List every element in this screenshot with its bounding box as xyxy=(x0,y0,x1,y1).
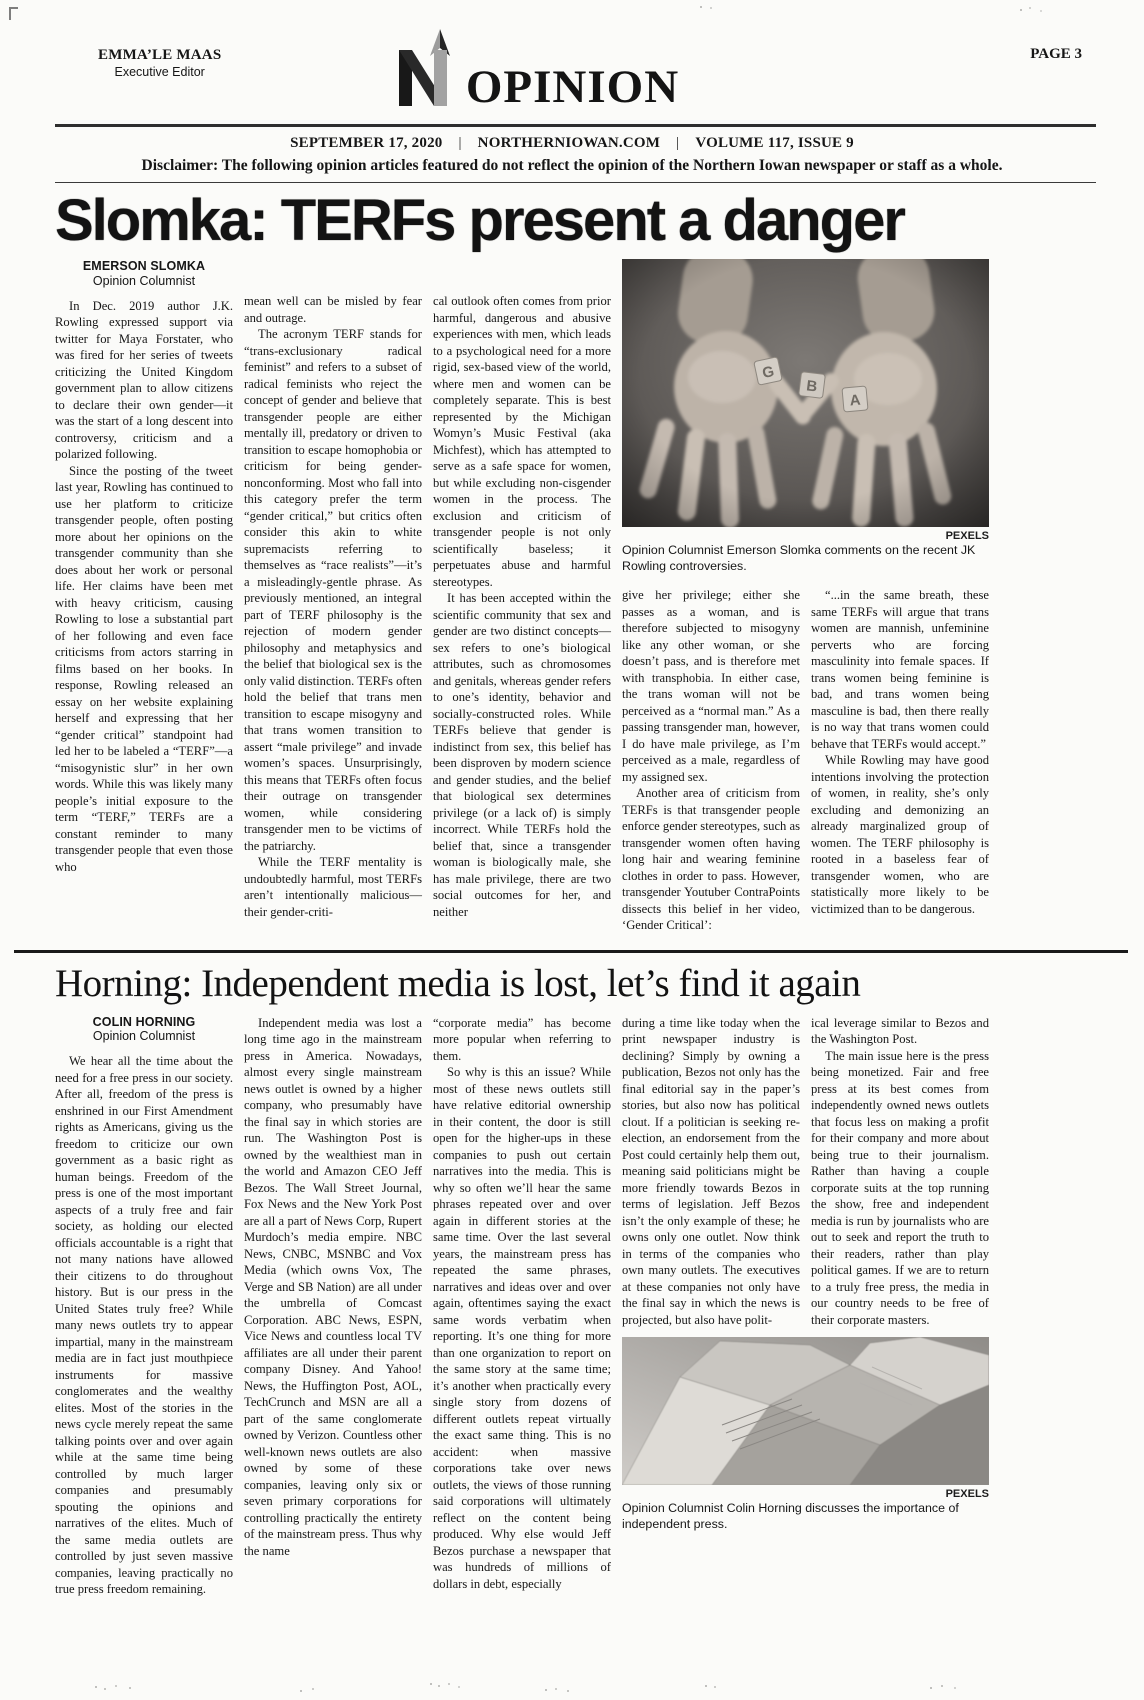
article-photo-figure xyxy=(622,1337,989,1532)
column-group xyxy=(622,1015,989,1329)
article-column xyxy=(244,1015,422,1593)
scan-speck xyxy=(430,1683,432,1685)
editor-title: Executive Editor xyxy=(114,65,205,80)
article-divider-rule xyxy=(14,950,1128,953)
paragraph: give her privilege; either she passes as a woman, and is therefore subjected to misogyny like any other woman, or she doesn’t pass, and is therefore met with transphobia. In either case, the trans woman will not be perceived as a “normal man.” As a passing transgender man, however, I do have male privilege, as I’m perceived as a male, regardless of my assigned sex. xyxy=(622,588,800,784)
article-photo-figure xyxy=(622,259,989,574)
masthead-rule xyxy=(55,124,1096,127)
masthead xyxy=(0,28,1074,113)
disclaimer-text: Disclaimer: The following opinion articles featured do not reflect the opinion of the Northern Iowan newspaper or staff as a whole. xyxy=(141,157,1003,174)
photo-caption: Opinion Columnist Colin Horning discusses the importance of independent press. xyxy=(622,1501,959,1531)
column-group xyxy=(622,587,989,934)
photo-caption: Opinion Columnist Emerson Slomka comments on the recent JK Rowling controversies. xyxy=(622,543,976,573)
hands-letters-photo xyxy=(622,259,989,527)
scan-speck xyxy=(300,1690,302,1692)
article-body xyxy=(55,1015,989,1598)
paragraph: While Rowling may have good intentions involving the protection of women, in reality, she’s only excluding and demonizing an already marginalized group of women. The TERF philosophy is rooted in a baseless fear of transgender women, who are statistically more likely to be victimized than to be dangerous. xyxy=(811,753,989,916)
paragraph: So why is this an issue? While most of these news outlets still have relative editorial ownership in their content, the door is still open for the higher-ups in these companies to push out certain narratives into the media. This is why so often we’ll hear the same phrases repeated over and over again in different stories at the same time. Over the last several years, the mainstream press has repeated the same phrases, narratives and ideas over and over again, oftentimes saying the exact same words verbatim when reporting. It’s one thing for more than one organization to report on the same story at the same time; it’s another when practically every single story from dozens of different outlets repeat virtually the exact same thing. This is no accident: when massive corporations take over news outlets, the views of those running said corporations will ultimately reflect on the content being produced. Why else would Jeff Bezos purchase a newspaper that was hundreds of millions of dollars in debt, especially xyxy=(433,1065,611,1591)
dateline-issue: VOLUME 117, ISSUE 9 xyxy=(695,135,854,151)
paragraph: ical leverage similar to Bezos and the Washington Post. xyxy=(811,1015,989,1047)
paragraph: “corporate media” has become more popular when referring to them. xyxy=(433,1015,611,1063)
northern-iowan-logo-icon xyxy=(395,28,459,113)
section-title: OPINION xyxy=(465,61,680,114)
paragraph: Independent media was lost a long time ago in the mainstream press in America. Nowadays, almost every single mainstream news outlet is owned by a higher company, who presumably have the final say in which stories are run. The Washington Post is owned by the wealthiest man in the world and Amazon CEO Jeff Bezos. The Wall Street Journal, Fox News and the New York Post are all a part of News Corp, Rupert Murdoch’s media empire. NBC News, CNBC, MSNBC and Vox Media (which owns Vox, The Verge and SB Nation) are all under the umbrella of Comcast Corporation. ABC News, ESPN, Vice News and countless local TV affiliates are all under their parent company Disney. And Yahoo! News, the Huffington Post, AOL, TechCrunch and MSN are all a part of the same conglomerate owned by Verizon. Countless other well-known news outlets are also owned by some of these companies, leaving only six or seven primary corporations for controlling practically the entirety of the mainstream press. Thus why the name xyxy=(244,1015,422,1558)
paragraph: “...in the same breath, these same TERFs will argue that trans women are mannish, unfeminine perverts who are forcing masculinity into female spaces. If trans women being feminine is bad, and trans women being masculine is bad, then there really is no way that trans women could behave that TERFs would accept.” xyxy=(811,588,989,751)
column-group xyxy=(244,259,611,920)
article-column xyxy=(55,259,233,875)
article-column xyxy=(55,1015,233,1598)
article-column xyxy=(811,1015,989,1329)
photo-credit: PEXELS xyxy=(945,530,989,543)
paragraph: Another area of criticism from TERFs is that transgender people enforce gender stereotypes, such as transgender women often having long hair and wearing feminine clothes in order to pass. However, transgender Youtuber ContraPoints dissects this belief in her video, ‘Gender Critical’: xyxy=(622,786,800,933)
scan-speck xyxy=(95,1686,97,1688)
paragraph: While the TERF mentality is undoubtedly harmful, most TERFs aren’t intentionally malicious—their gender-criti- xyxy=(244,855,422,919)
column-text xyxy=(55,1053,233,1598)
dateline-site: NORTHERNIOWAN.COM xyxy=(477,135,661,151)
article-headline: Slomka: TERFs present a danger xyxy=(55,188,904,253)
disclaimer-rule xyxy=(55,182,1096,183)
page-header xyxy=(0,0,1144,128)
article-headline: Horning: Independent media is lost, let’s find it again xyxy=(55,961,861,1005)
newspapers-photo xyxy=(622,1337,989,1485)
dateline-date: SEPTEMBER 17, 2020 xyxy=(290,135,443,151)
article-column xyxy=(244,259,422,920)
byline xyxy=(55,1015,233,1045)
article-slomka xyxy=(0,188,1144,934)
right-rail xyxy=(622,259,989,934)
photo-credit: PEXELS xyxy=(945,1488,989,1501)
byline-name: EMERSON SLOMKA xyxy=(82,259,206,274)
byline-name: COLIN HORNING xyxy=(92,1014,196,1029)
byline-title: Opinion Columnist xyxy=(92,273,196,288)
dateline-separator: | xyxy=(676,135,680,151)
paragraph: mean well can be misled by fear and outrage. xyxy=(244,294,422,325)
paragraph: during a time like today when the print newspaper industry is declining? Simply by owning a publication, Bezos not only has the final editorial say in the paper’s stories, but also now has political clout. If a politician is seeking re-election, an endorsement from the Post could certainly help them out, meaning said politicians might be more friendly towards Bezos in terms of legislation. Jeff Bezos isn’t the only example of these; he owns only one outlet. Now think in terms of the companies who own many outlets. The executives at these companies not only have the final say in which the news is projected, but also have polit- xyxy=(622,1015,800,1327)
scan-speck xyxy=(545,1689,547,1691)
byline-title: Opinion Columnist xyxy=(92,1029,196,1044)
article-column xyxy=(622,1015,800,1329)
page-number: PAGE 3 xyxy=(1030,46,1082,62)
byline xyxy=(55,259,233,289)
paragraph: We hear all the time about the need for a free press in our society. After all, freedom of the press is enshrined in our First Amendment rights as Americans, giving us the freedom to criticize our own government as a basic right as human beings. Freedom of the press is one of the most important aspects of a truly free and fair society, as holding our elected officials accountable is a right that not many nations have allowed their citizens to do throughout history. But is our press in the United States truly free? While many news outlets try to appear impartial, many in the mainstream media are in fact just mouthpiece instruments for massive conglomerates and the wealthy elites. Most of the stories in the news cycle merely repeat the same talking points over and over again while at the same time being controlled by much larger companies and presumably spouting the opinions and narratives of the elites. Much of the same media outlets are controlled by just seven massive companies, leaving practically no true press freedom remaining. xyxy=(55,1054,233,1597)
article-horning xyxy=(0,963,1144,1598)
column-text xyxy=(55,298,233,876)
paragraph: cal outlook often comes from prior harmful, dangerous and abusive experiences with men, which leads to a psychological need for a more rigid, sex-based view of the world, where men and women can be completely separate. This is best represented by the Michigan Womyn’s Music Festival (aka Michfest), which has attempted to serve as a safe space for women, but while excluding non-cisgender women in the process. The exclusion and criticism of transgender people is not only scientifically baseless; it perpetuates abuse and harmful stereotypes. xyxy=(433,294,611,589)
editor-name: EMMA’LE MAAS xyxy=(98,47,222,63)
article-column xyxy=(433,259,611,920)
dateline xyxy=(0,135,1144,152)
paragraph: The acronym TERF stands for “trans-exclusionary radical feminist” and refers to a subset of radical feminists who reject the concept of gender and believe that transgender people are either mentally ill, predatory or driven to transition to escape homophobia or criticism for being gender-nonconforming. Most who fall into this category prefer the term “gender critical,” but critics often consider this akin to white supremacists referring to themselves as “race realists”—it’s a misleadingly-gentle phrase. As previously mentioned, an integral part of TERF philosophy is the rejection of modern gender philosophy and metaphysics and the belief that biological sex is the only valid distinction. TERFs often hold the belief that trans men transition to escape misogyny and that trans women transition to assert “male privilege” and invade women’s spaces. Unsurprisingly, this means that TERFs often focus their outrage on transgender women, while considering transgender men to be victims of the patriarchy. xyxy=(244,327,422,853)
paragraph: It has been accepted within the scientific community that sex and gender are two distinct concepts—sex refers to one’s biological attributes, such as chromosomes and genitals, whereas gender refers to one’s identity, behavior and socially-constructed roles. While TERFs believe that gender is indistinct from sex, this belief has been disproven by modern science and gender studies, and the belief that biological sex determines privilege (or a lack of) is simply incorrect. While TERFs hold the belief that, since a transgender woman is biologically male, she has male privilege, there are two social outcomes for her, and neither xyxy=(433,591,611,919)
right-rail xyxy=(622,1015,989,1533)
paragraph: In Dec. 2019 author J.K. Rowling expressed support via twitter for Maya Forstater, who was fired for her series of tweets criticizing the United Kingdom government plan to allow citizens to declare their own gender—it was the start of a long descent into controversy, criticism and a polarized following. xyxy=(55,298,233,462)
article-column xyxy=(622,587,800,934)
paragraph: The main issue here is the press being monetized. Fair and free press at its best comes from independently owned news outlets that focus less on making a profit for their company and more about being true to their journalism. Rather than having a couple corporate suits at the top running the show, free and independent media is run by journalists who are out to seek and report the truth to their readers, rather than play political games. If we are to return to a truly free press, the media in our country needs to be free of their corporate masters. xyxy=(811,1048,989,1327)
article-column xyxy=(811,587,989,934)
article-body xyxy=(55,259,989,934)
paragraph: Since the posting of the tweet last year, Rowling has continued to use her platform to criticize transgender people, often posting more about her opinions on the transgender community than she does about her work or personal life. Her claims have been met with heavy criticism, causing Rowling to lose a substantial part of her following and even face criticisms from actors starring in films based on her books. In response, Rowling released an essay on her website explaining herself and expressing that her “gender critical” standpoint had led her to be labeled a “TERF”—a “misogynistic slur” in her own words. While this was likely many people’s initial exposure to the term “TERF,” TERFs are a constant reminder to many transgender people that even those who xyxy=(55,463,233,874)
scan-speck xyxy=(705,1685,707,1687)
dateline-separator: | xyxy=(458,135,462,151)
scan-speck xyxy=(930,1687,932,1689)
column-group xyxy=(244,1015,611,1593)
article-column xyxy=(433,1015,611,1593)
